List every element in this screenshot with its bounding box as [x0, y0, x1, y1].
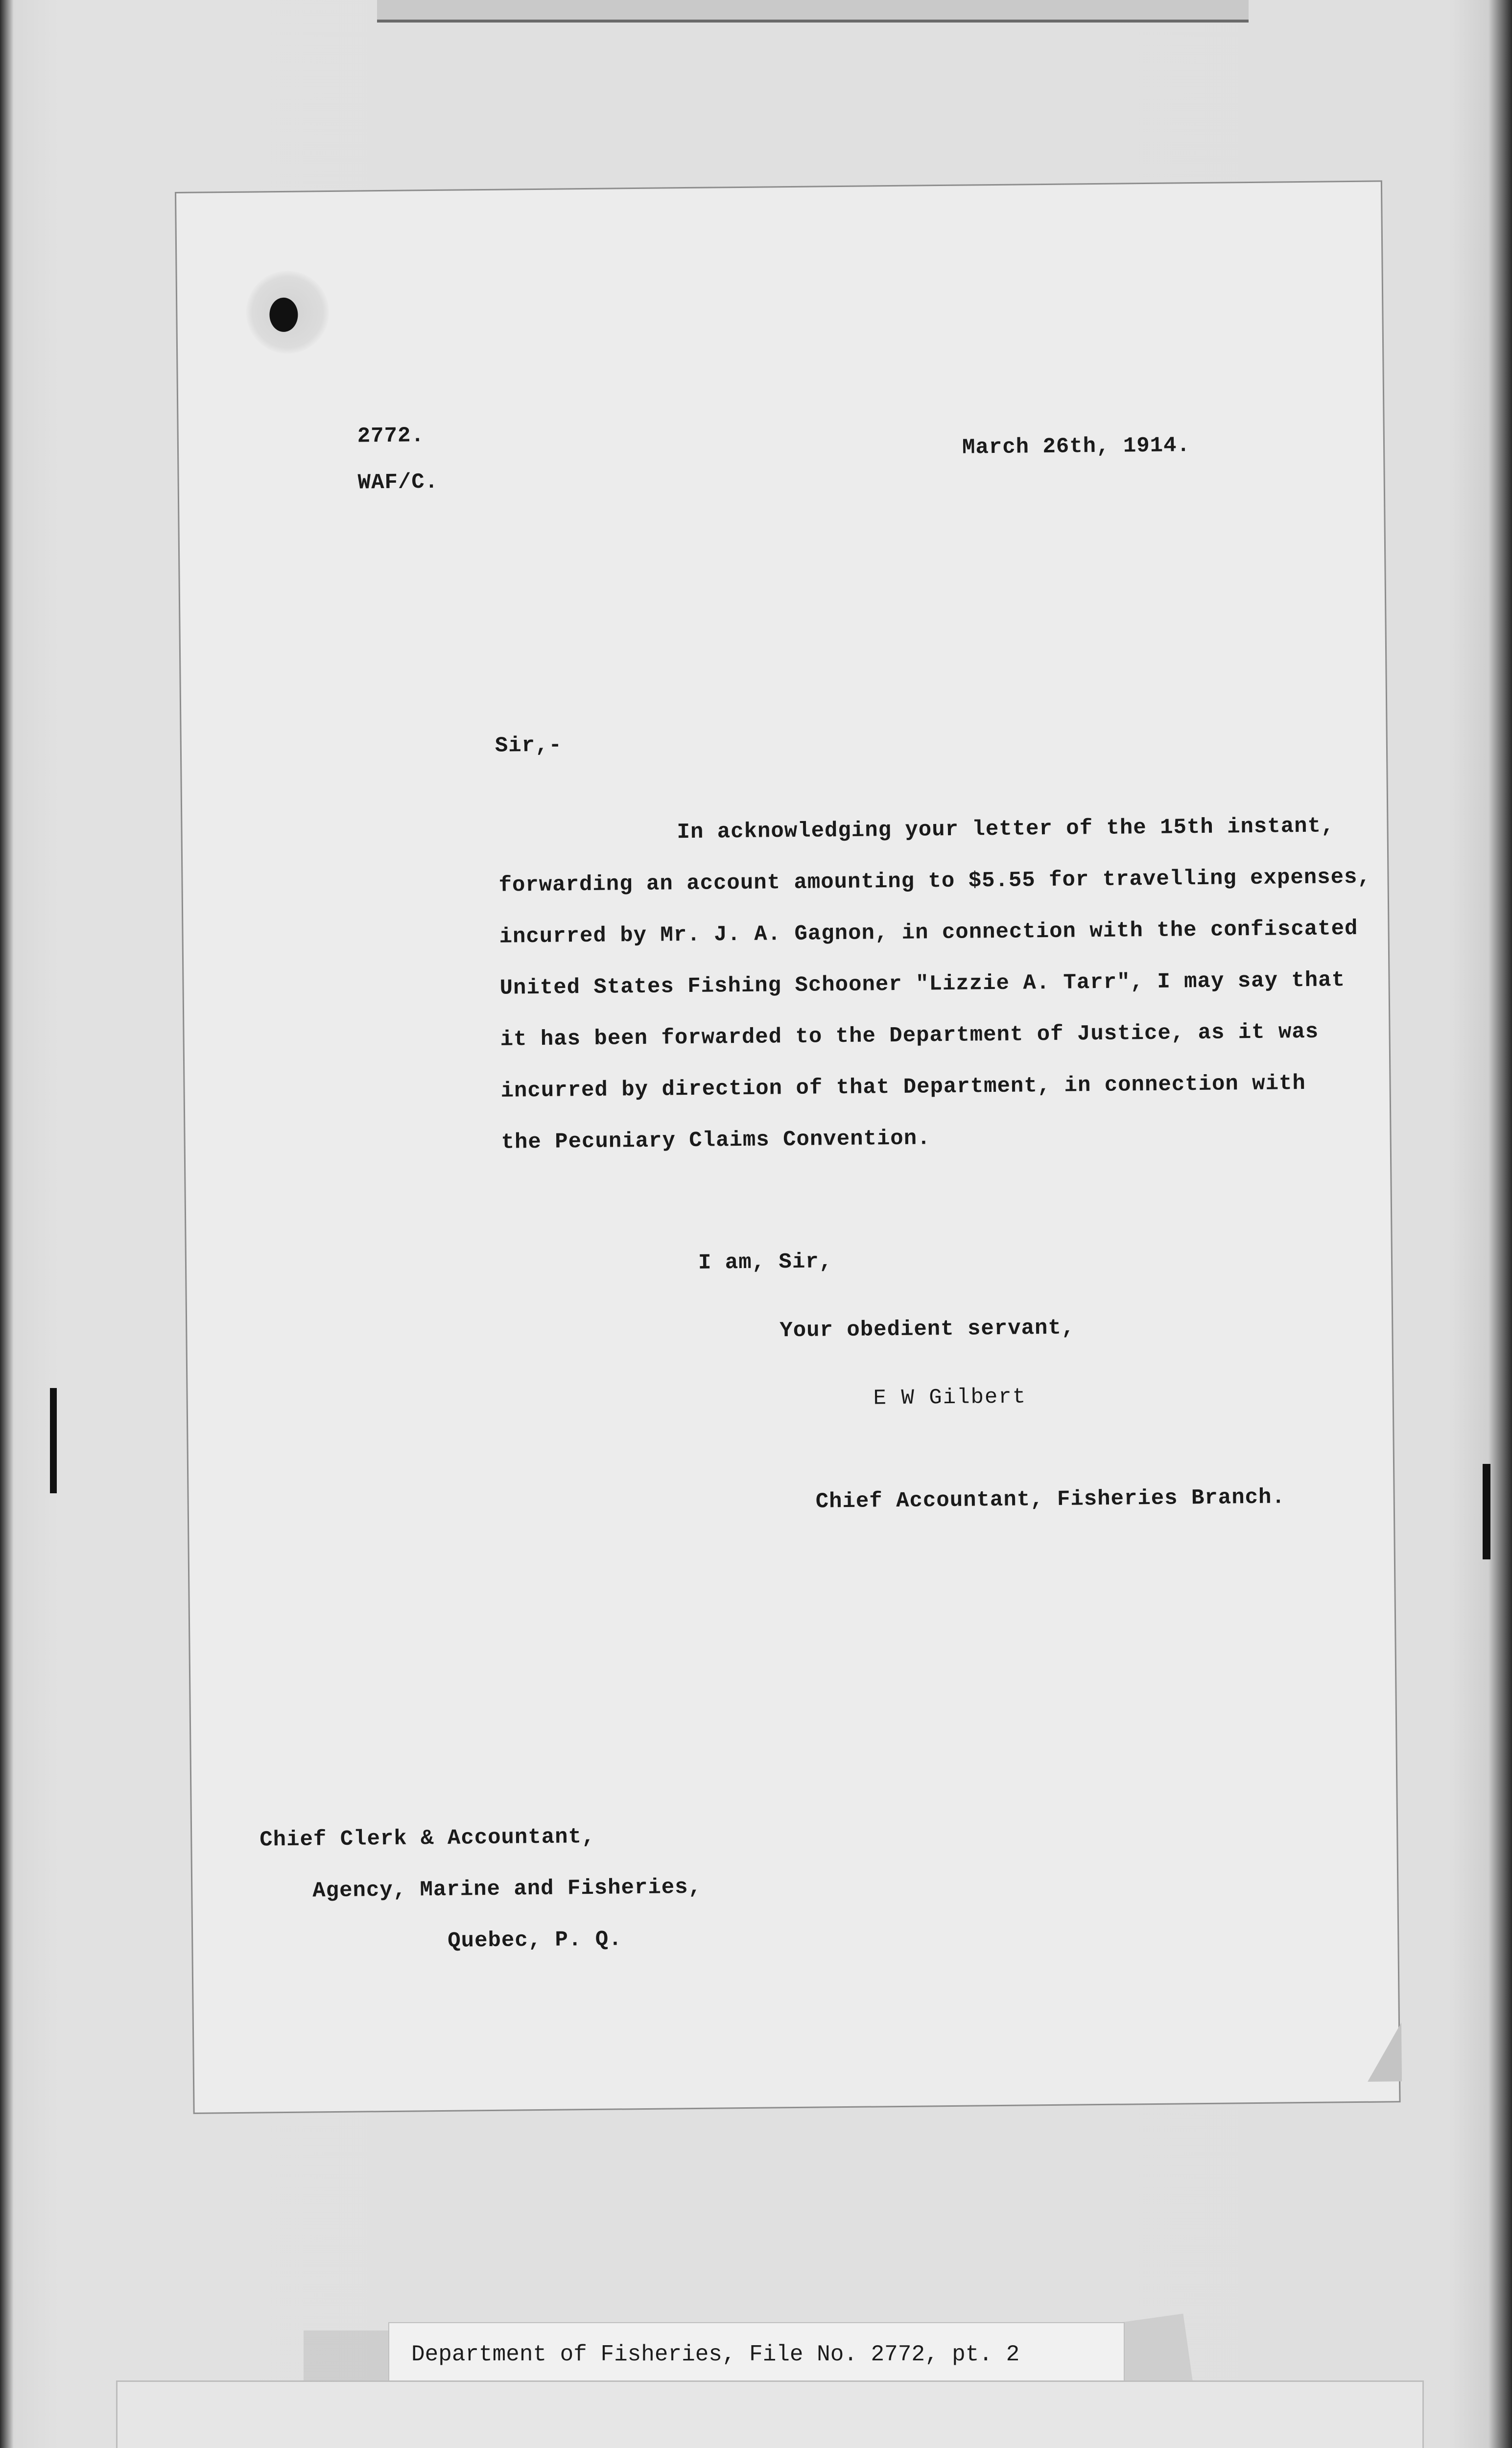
- body-line: United States Fishing Schooner "Lizzie A. Tarr", I may say that: [499, 968, 1346, 1001]
- archives-stamp-card: [118, 2382, 1422, 2448]
- left-margin-mark: [50, 1388, 57, 1493]
- folded-corner: [1367, 2023, 1402, 2082]
- body-line: the Pecuniary Claims Convention.: [501, 1126, 931, 1155]
- file-label-text: Department of Fisheries, File No. 2772, pt. 2: [411, 2342, 1020, 2367]
- body-line: forwarding an account amounting to $5.55 for travelling expenses,: [498, 865, 1371, 898]
- body-line: it has been forwarded to the Department of Justice, as it was: [500, 1019, 1319, 1052]
- signature: E W Gilbert: [873, 1385, 1027, 1411]
- body-line: incurred by direction of that Department, in connection with: [500, 1071, 1306, 1104]
- punch-hole: [246, 270, 330, 354]
- addressee-line: Chief Clerk & Accountant,: [260, 1824, 595, 1853]
- file-label: [389, 2323, 1124, 2392]
- right-margin-mark: [1483, 1464, 1490, 1559]
- letter-date: March 26th, 1914.: [962, 433, 1191, 460]
- closing: I am, Sir,: [698, 1249, 833, 1275]
- body-line: In acknowledging your letter of the 15th instant,: [677, 814, 1335, 845]
- punch-hole-mark: [269, 298, 298, 332]
- salutation: Sir,-: [495, 733, 563, 758]
- addressee-line: Agency, Marine and Fisheries,: [312, 1875, 702, 1904]
- addressee-line: Quebec, P. Q.: [448, 1927, 622, 1954]
- top-paper-edge: [377, 0, 1249, 23]
- body-line: incurred by Mr. J. A. Gagnon, in connection with the confiscated: [499, 916, 1358, 949]
- signature-title: Chief Accountant, Fisheries Branch.: [815, 1485, 1286, 1514]
- letter-sheet: [176, 182, 1399, 2112]
- valediction: Your obedient servant,: [780, 1316, 1075, 1343]
- file-number: 2772.: [357, 424, 425, 449]
- reference-initials: WAF/C.: [357, 470, 439, 495]
